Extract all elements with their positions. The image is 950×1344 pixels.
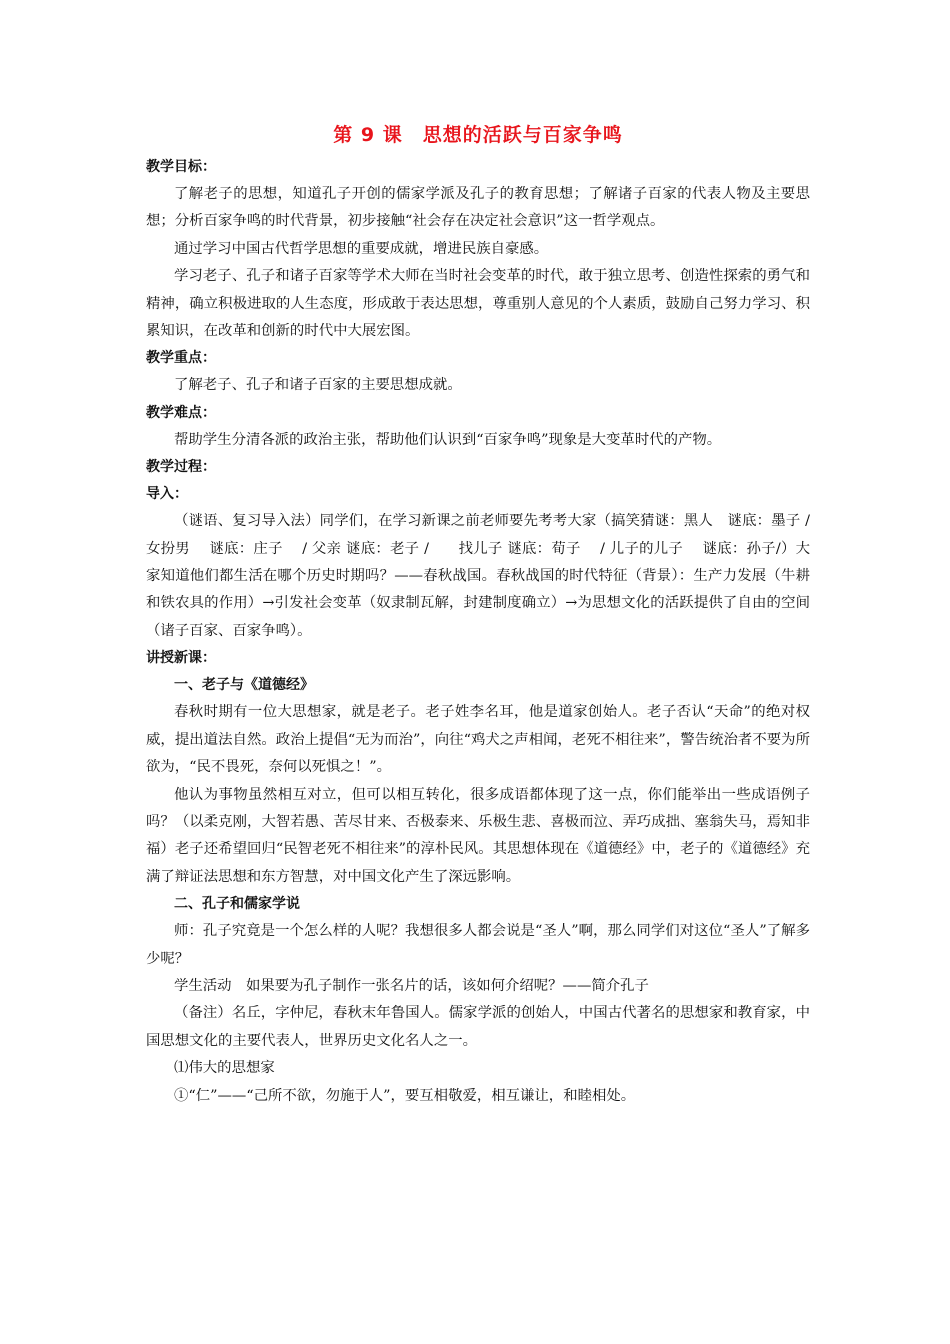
confucius-paragraph-5: ①“仁”——“己所不欲，勿施于人”，要互相敬爱，相互谦让，和睦相处。 <box>174 1087 636 1104</box>
objectives-paragraph-1: 了解老子的思想，知道孔子开创的儒家学派及孔子的教育思想；了解诸子百家的代表人物及主要思想；分析百家争鸣的时代背景，初步接触“社会存在决定社会意识”这一哲学观点。 <box>146 186 810 230</box>
laozi-paragraph-2: 他认为事物虽然相互对立，但可以相互转化，很多成语都体现了这一点，你们能举出一些成语例子吗？（以柔克刚，大智若愚、苦尽甘来、否极泰来、乐极生悲、喜极而泣、弄巧成拙、塞翁失马，焉知非福）老子还希望回归“民智老死不相往来”的淳朴民风。其思想体现在《道德经》中，老子的《道德经》充满了辩证法思想和东方智慧，对中国文化产生了深远影响。 <box>146 786 810 885</box>
new-lesson-heading: 讲授新课： <box>146 650 216 667</box>
difficulties-paragraph: 帮助学生分清各派的政治主张，帮助他们认识到“百家争鸣”现象是大变革时代的产物。 <box>174 431 722 448</box>
confucius-paragraph-3: （备注）名丘，字仲尼，春秋末年鲁国人。儒家学派的创始人，中国古代著名的思想家和教育家，中国思想文化的主要代表人，世界历史文化名人之一。 <box>146 1005 810 1049</box>
document-page <box>146 118 829 1110</box>
key-points-heading: 教学重点： <box>146 350 216 367</box>
objectives-heading: 教学目标： <box>146 159 216 175</box>
process-heading: 教学过程： <box>146 459 216 476</box>
laozi-section-heading: 一、老子与《道德经》 <box>174 677 314 694</box>
objectives-paragraph-3: 学习老子、孔子和诸子百家等学术大师在当时社会变革的时代，敢于独立思考、创造性探索的勇气和精神，确立积极进取的人生态度，形成敢于表达思想，尊重别人意见的个人素质，鼓励自己努力学习、积累知识，在改革和创新的时代中大展宏图。 <box>146 268 810 340</box>
lesson-title: 第 9 课 思想的活跃与百家争鸣 <box>333 124 623 146</box>
confucius-paragraph-4: ⑴伟大的思想家 <box>174 1060 275 1077</box>
difficulties-heading: 教学难点： <box>146 404 216 421</box>
confucius-paragraph-2: 学生活动 如果要为孔子制作一张名片的话，该如何介绍呢？——简介孔子 <box>174 977 649 994</box>
objectives-paragraph-2: 通过学习中国古代哲学思想的重要成就，增进民族自豪感。 <box>174 240 549 257</box>
laozi-paragraph-1: 春秋时期有一位大思想家，就是老子。老子姓李名耳，他是道家创始人。老子否认“天命”的绝对权威，提出道法自然。政治上提倡“无为而治”，向往“鸡犬之声相闻，老死不相往来”，警告统治者不要为所欲为，“民不畏死，奈何以死惧之！”。 <box>146 704 810 776</box>
confucius-section-heading: 二、孔子和儒家学说 <box>174 896 300 913</box>
key-points-paragraph: 了解老子、孔子和诸子百家的主要思想成就。 <box>174 377 462 394</box>
intro-paragraph: （谜语、复习导入法）同学们，在学习新课之前老师要先考考大家（搞笑猜谜：黑人 谜底：墨子 / 女扮男 谜底：庄子 / 父亲 谜底：老子 / 找儿子 谜底：荀子 / 儿子的儿子 谜底：孙子/）大家知道他们都生活在哪个历史时期吗？——春秋战国。春秋战国的时代特征（背景）：生产力发展（牛耕和铁农具的作用）→引发社会变革（奴隶制瓦解，封建制度确立）→为思想文化的活跃提供了自由的空间（诸子百家、百家争鸣）。 <box>146 513 829 639</box>
confucius-paragraph-1: 师：孔子究竟是一个怎么样的人呢？我想很多人都会说是“圣人”啊，那么同学们对这位“圣人”了解多少呢？ <box>146 923 810 967</box>
intro-heading: 导入： <box>146 486 188 503</box>
